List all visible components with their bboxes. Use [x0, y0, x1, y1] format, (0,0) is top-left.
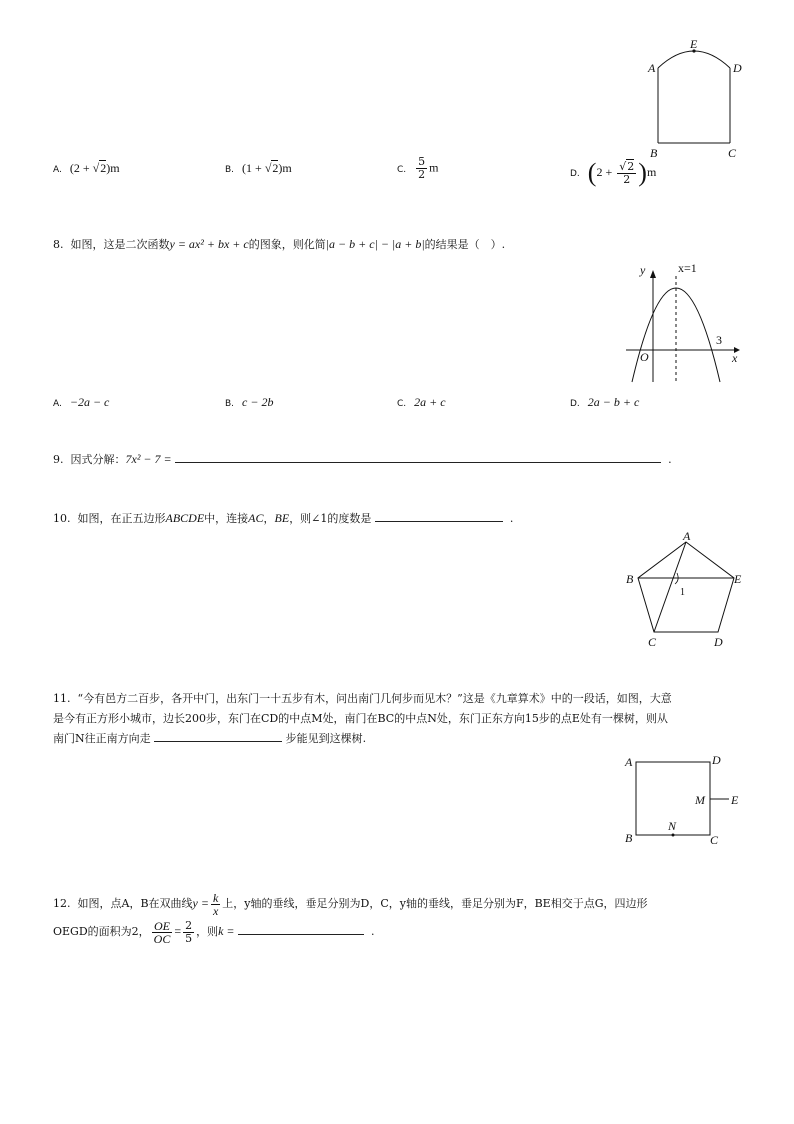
- label-B: B: [626, 572, 634, 586]
- label-M: M: [695, 793, 705, 807]
- label-A: A: [683, 530, 691, 543]
- label-A: A: [625, 755, 633, 769]
- q7-option-b[interactable]: B. (1 + √2)m: [225, 161, 292, 175]
- q8-stem: 8. 如图，这是二次函数y = ax² + bx + c的图象，则化简|a − b + c| − |a + b|的结果是（ ）.: [53, 237, 506, 251]
- q12-line1: 12. 如图，点A，B在双曲线y = $\frac{k}{x}$ 上，y轴的垂线，垂足分别为D，C，y轴的垂线，垂足分别为F，BE相交于点G，四边形: [53, 890, 648, 918]
- label-N: N: [668, 819, 677, 833]
- label-E: E: [734, 572, 742, 586]
- q10-pentagon-figure: [622, 530, 752, 652]
- label-three: 3: [716, 333, 722, 347]
- label-B: B: [650, 146, 658, 160]
- arc-AD: [658, 51, 730, 68]
- q11-line1: 11. “今有邑方二百步，各开中门，出东门一十五步有木，问出南门几何步而见木？”这是《九章算术》中的一段话，如图，大意: [53, 692, 672, 705]
- q9-answer-blank[interactable]: [175, 452, 661, 463]
- point-N: [672, 834, 675, 837]
- q10-answer-blank[interactable]: [375, 511, 503, 522]
- pentagon: [638, 542, 734, 632]
- label-E: E: [690, 37, 698, 51]
- label-A: A: [648, 61, 656, 75]
- label-B: B: [625, 831, 633, 845]
- q11-answer-blank[interactable]: [154, 731, 282, 742]
- q7-option-d[interactable]: D. (2 + $\frac{√2}{2}$ )m: [570, 158, 657, 187]
- label-E: E: [731, 793, 739, 807]
- q11-line2: 是今有正方形小城市，边长200步，东门在CD的中点M处，南门在BC的中点N处，东门正东方向15步的点E处有一棵树，则从: [53, 712, 668, 725]
- label-C: C: [648, 635, 657, 649]
- q11-line3: 南门N往正南方向走 步能见到这棵树.: [53, 732, 367, 745]
- label-x: x: [732, 351, 738, 365]
- q9-stem: 9. 因式分解：7x² − 7 = .: [53, 452, 672, 466]
- q12-line2: OEGD的面积为2， $\frac{OE}{OC}$ = $\frac{2}{5}$ ，则k = .: [53, 918, 375, 946]
- q7-option-c[interactable]: C. $\frac{5}{2}$ m: [397, 155, 439, 181]
- q8-option-b[interactable]: B. c − 2b: [225, 395, 274, 409]
- q8-option-a[interactable]: A. −2a − c: [53, 395, 110, 409]
- label-D: D: [714, 635, 723, 649]
- q8-parabola-graph: [620, 256, 750, 386]
- label-D: D: [733, 61, 742, 75]
- label-axis: x=1: [678, 261, 697, 275]
- q11-square-figure: [616, 750, 756, 848]
- q10-stem: 10. 如图，在正五边形ABCDE中，连接AC，BE，则∠1的度数是 .: [53, 511, 514, 525]
- label-C: C: [710, 833, 719, 847]
- label-angle-1: 1: [680, 587, 685, 598]
- label-C: C: [728, 146, 737, 160]
- q8-option-c[interactable]: C. 2a + c: [397, 395, 446, 409]
- label-y: y: [640, 263, 646, 277]
- q12-answer-blank[interactable]: [238, 924, 364, 935]
- label-origin: O: [640, 350, 649, 364]
- label-D: D: [712, 753, 721, 767]
- q7-option-a[interactable]: A. (2 + √2)m: [53, 161, 120, 175]
- q8-option-d[interactable]: D. 2a − b + c: [570, 395, 640, 409]
- q7-figure: [640, 36, 750, 162]
